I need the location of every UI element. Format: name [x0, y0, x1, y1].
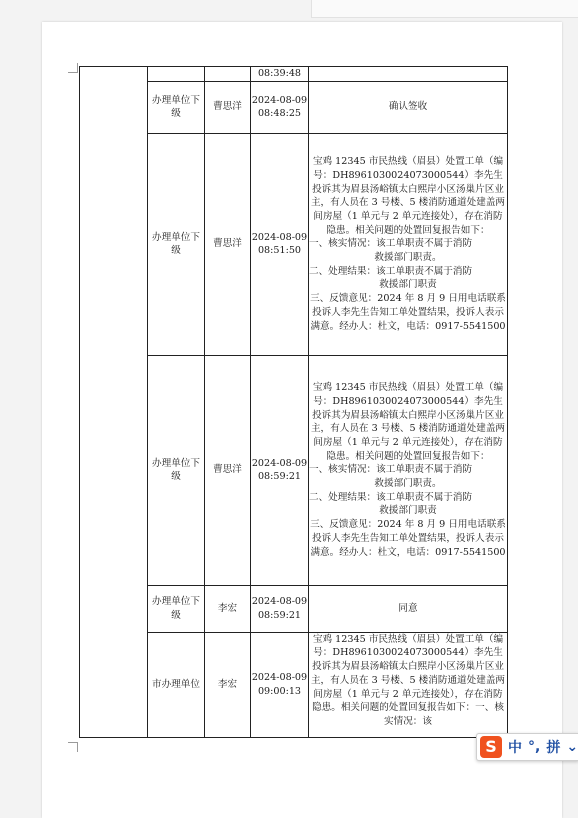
sogou-logo-icon[interactable]: S — [480, 736, 502, 758]
description-paragraph: 救援部门职责。 — [374, 252, 442, 264]
top-toolbar-edge — [311, 0, 578, 18]
person-cell: 李宏 — [205, 585, 251, 632]
description-paragraph: 宝鸡 12345 市民热线（眉县）处置工单（编号：DH8961030024073000544）李先生投诉其为眉县汤峪镇太白熙岸小区汤巢片区业主，有人员在 3 号楼、5 楼消防通道处建盖两间房屋（1 单元与 2 单元连接处），存在消防隐患。相关问题的处置回复报告如下： — [310, 156, 506, 236]
ime-more-chevron-icon[interactable]: ⌄ — [566, 739, 578, 755]
role-cell: 办理单位下级 — [148, 81, 205, 133]
description-paragraph: 三、反馈意见：2024 年 8 月 9 日用电话联系投诉人李先生告知工单处置结果，投诉人表示满意。经办人：杜文，电话：0917-5541500 — [310, 293, 506, 332]
crop-mark-bottom-left — [68, 742, 78, 752]
time-cell: 2024-08-09 08:51:50 — [251, 133, 309, 355]
ime-pinyin-button[interactable]: 拼 — [546, 740, 561, 756]
description-paragraph: 宝鸡 12345 市民热线（眉县）处置工单（编号：DH8961030024073000544）李先生投诉其为眉县汤峪镇太白熙岸小区汤巢片区业主，有人员在 3 号楼、5 楼消防通道处建盖两间房屋（1 单元与 2 单元连接处），存在消防隐患。相关问题的处置回复报告如下： — [310, 382, 506, 462]
person-cell: 李宏 — [205, 632, 251, 737]
description-cell — [309, 81, 508, 133]
description-paragraph: 确认签收 — [388, 101, 428, 113]
description-paragraph: 同意 — [398, 602, 418, 614]
description-paragraph: 宝鸡 12345 市民热线（眉县）处置工单（编号：DH8961030024073000544）李先生投诉其为眉县汤峪镇太白熙岸小区汤巢片区业主，有人员在 3 号楼、5 楼消防通道处建盖两间房屋（1 单元与 2 单元连接处），存在消防隐患。相关问题的处置回复报告如下：一、核实情况：该 — [310, 633, 506, 727]
description-cell — [309, 632, 508, 737]
role-cell: 市办理单位 — [148, 632, 205, 737]
role-cell: 办理单位下级 — [148, 585, 205, 632]
role-cell: 办理单位下级 — [148, 133, 205, 355]
description-cell — [309, 585, 508, 632]
description-cell — [309, 67, 508, 82]
description-paragraph: 三、反馈意见：2024 年 8 月 9 日用电话联系投诉人李先生告知工单处置结果，投诉人表示满意。经办人：杜文，电话：0917-5541500 — [310, 519, 506, 558]
description-paragraph: 二、处理结果：该工单职责不属于消防 — [309, 265, 473, 277]
role-cell — [148, 67, 205, 82]
ime-chinese-mode-button[interactable]: 中 — [508, 740, 522, 756]
time-cell: 08:39:48 — [251, 67, 309, 82]
description-paragraph: 救援部门职责。 — [374, 478, 442, 490]
time-cell: 2024-08-09 09:00:13 — [251, 632, 309, 737]
ime-toolbar[interactable] — [476, 733, 578, 761]
time-cell: 2024-08-09 08:59:21 — [251, 585, 309, 632]
person-cell: 曹思洋 — [205, 133, 251, 355]
description-paragraph: 一、核实情况：该工单职责不属于消防 — [309, 238, 473, 250]
description-paragraph: 救援部门职责 — [379, 505, 437, 517]
description-cell — [309, 355, 508, 585]
merged-blank-cell — [80, 67, 148, 738]
person-cell: 曹思洋 — [205, 355, 251, 585]
time-cell: 2024-08-09 08:59:21 — [251, 355, 309, 585]
description-cell — [309, 133, 508, 355]
time-cell: 2024-08-09 08:48:25 — [251, 81, 309, 133]
crop-mark-top-left — [68, 63, 78, 73]
ime-punctuation-button[interactable]: °, — [528, 739, 541, 755]
work-order-table — [79, 66, 508, 738]
description-paragraph: 救援部门职责 — [379, 279, 437, 291]
description-paragraph: 二、处理结果：该工单职责不属于消防 — [309, 491, 473, 503]
role-cell: 办理单位下级 — [148, 355, 205, 585]
person-cell — [205, 67, 251, 82]
table-row — [80, 67, 508, 82]
description-paragraph: 一、核实情况：该工单职责不属于消防 — [309, 464, 473, 476]
person-cell: 曹思洋 — [205, 81, 251, 133]
